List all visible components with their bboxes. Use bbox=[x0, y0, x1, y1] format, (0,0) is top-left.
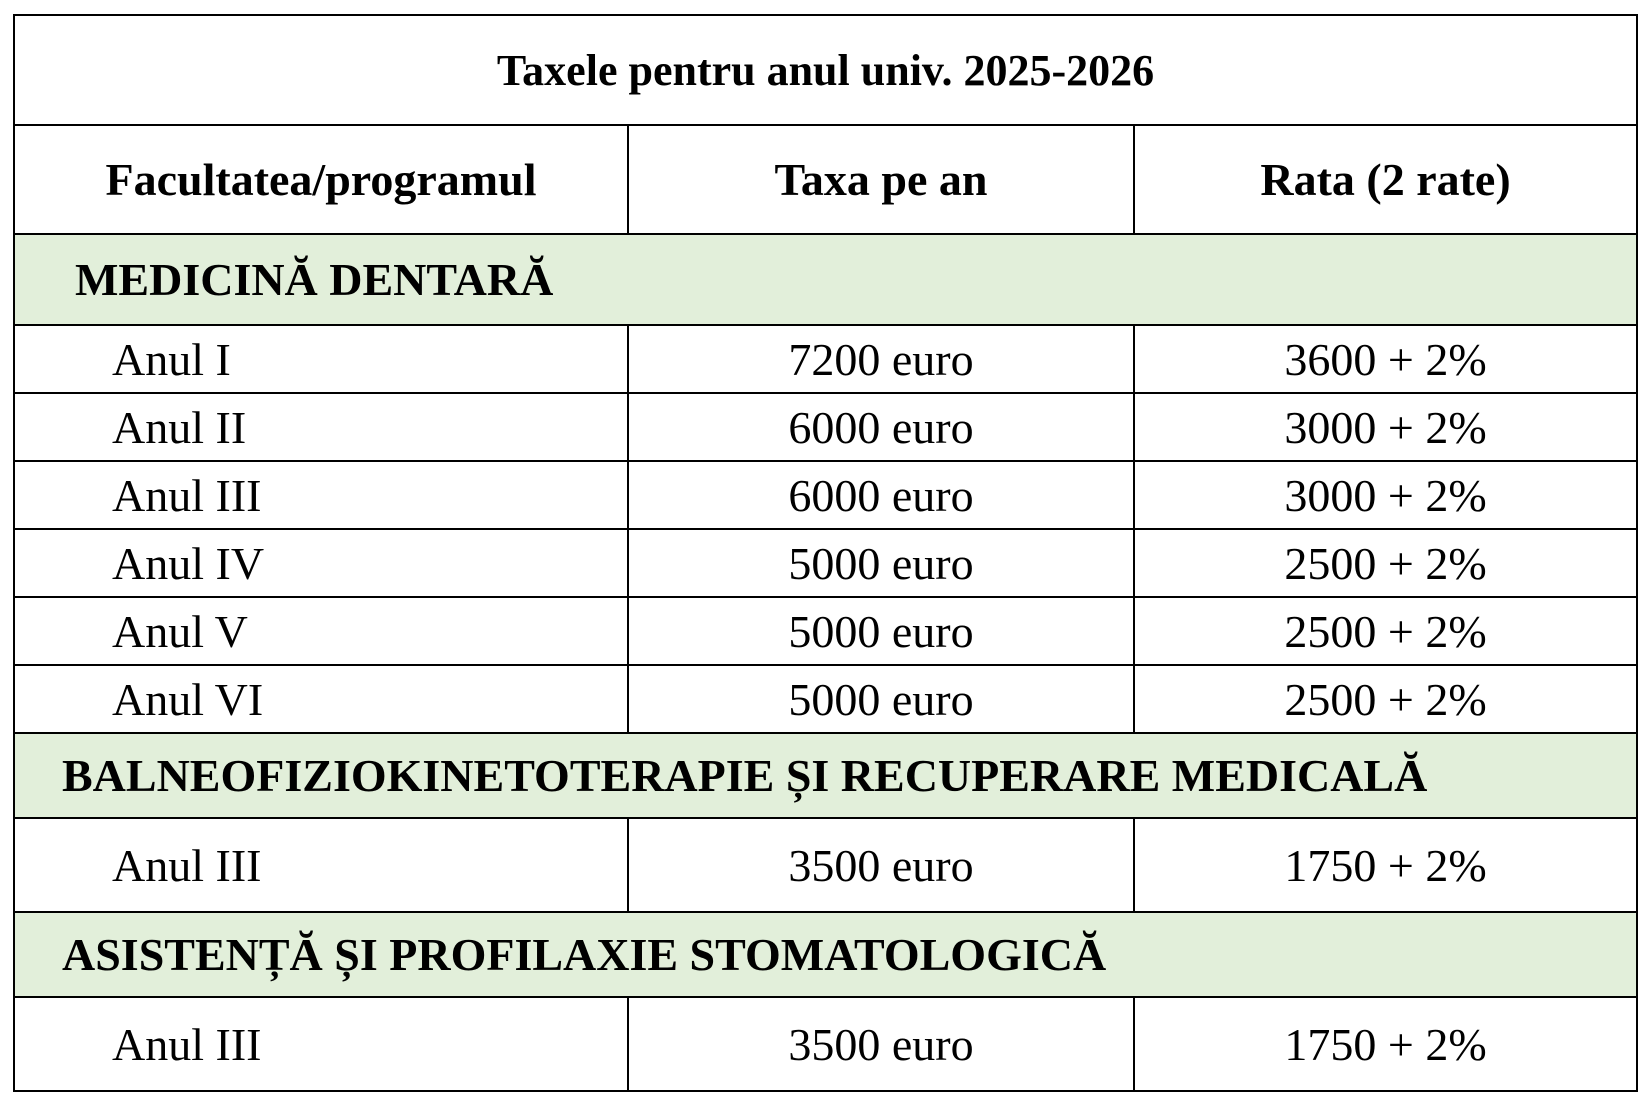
table-row bbox=[14, 597, 1637, 665]
year-cell: Anul IV bbox=[14, 529, 628, 597]
year-cell: Anul V bbox=[14, 597, 628, 665]
year-cell: Anul III bbox=[14, 818, 628, 912]
table-row bbox=[14, 325, 1637, 393]
fee-cell: 6000 euro bbox=[628, 393, 1134, 461]
rate-cell: 2500 + 2% bbox=[1134, 597, 1637, 665]
section-title: BALNEOFIZIOKINETOTERAPIE ȘI RECUPERARE MEDICALĂ bbox=[14, 733, 1637, 818]
rate-cell: 2500 + 2% bbox=[1134, 665, 1637, 733]
fee-cell: 6000 euro bbox=[628, 461, 1134, 529]
table-title: Taxele pentru anul univ. 2025-2026 bbox=[14, 15, 1637, 125]
header-fee: Taxa pe an bbox=[628, 125, 1134, 234]
header-rate: Rata (2 rate) bbox=[1134, 125, 1637, 234]
year-cell: Anul III bbox=[14, 997, 628, 1091]
table-row bbox=[14, 818, 1637, 912]
rate-cell: 3600 + 2% bbox=[1134, 325, 1637, 393]
section-row bbox=[14, 733, 1637, 818]
section-title: ASISTENȚĂ ȘI PROFILAXIE STOMATOLOGICĂ bbox=[14, 912, 1637, 997]
year-cell: Anul III bbox=[14, 461, 628, 529]
fee-cell: 3500 euro bbox=[628, 997, 1134, 1091]
section-row bbox=[14, 912, 1637, 997]
header-program: Facultatea/programul bbox=[14, 125, 628, 234]
table-row bbox=[14, 461, 1637, 529]
year-cell: Anul II bbox=[14, 393, 628, 461]
fee-cell: 5000 euro bbox=[628, 597, 1134, 665]
year-cell: Anul VI bbox=[14, 665, 628, 733]
rate-cell: 1750 + 2% bbox=[1134, 997, 1637, 1091]
section-title: MEDICINĂ DENTARĂ bbox=[14, 234, 1637, 325]
rate-cell: 1750 + 2% bbox=[1134, 818, 1637, 912]
rate-cell: 3000 + 2% bbox=[1134, 461, 1637, 529]
fee-cell: 3500 euro bbox=[628, 818, 1134, 912]
year-cell: Anul I bbox=[14, 325, 628, 393]
table-row bbox=[14, 665, 1637, 733]
title-row bbox=[14, 15, 1637, 125]
section-row bbox=[14, 234, 1637, 325]
table-row bbox=[14, 393, 1637, 461]
table-row bbox=[14, 997, 1637, 1091]
fee-cell: 7200 euro bbox=[628, 325, 1134, 393]
rate-cell: 2500 + 2% bbox=[1134, 529, 1637, 597]
header-row bbox=[14, 125, 1637, 234]
fees-table bbox=[13, 14, 1638, 1092]
fee-cell: 5000 euro bbox=[628, 529, 1134, 597]
table-row bbox=[14, 529, 1637, 597]
fee-cell: 5000 euro bbox=[628, 665, 1134, 733]
rate-cell: 3000 + 2% bbox=[1134, 393, 1637, 461]
